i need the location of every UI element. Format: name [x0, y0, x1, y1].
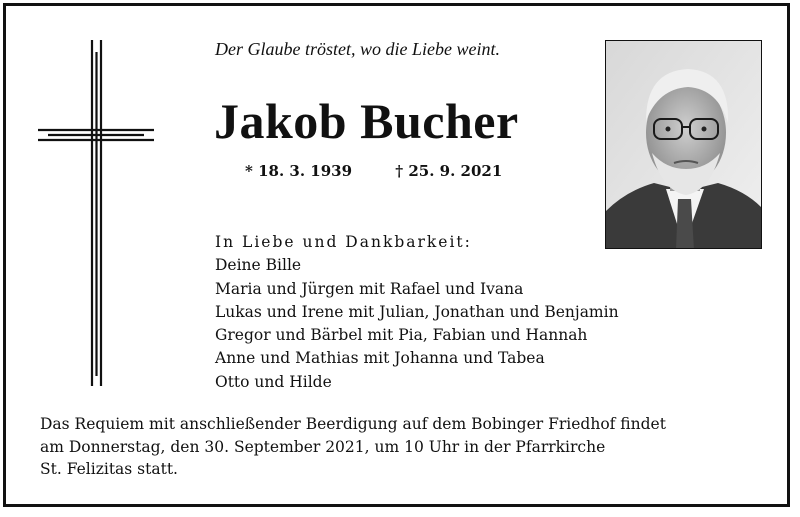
portrait-photo: [605, 40, 762, 249]
mourner-line: Gregor und Bärbel mit Pia, Fabian und Hannah: [215, 326, 588, 345]
mourner-line: Lukas und Irene mit Julian, Jonathan und Benjamin: [215, 302, 619, 321]
mourner-line: Deine Bille: [215, 256, 302, 275]
mourner-line: Anne und Mathias mit Johanna und Tabea: [215, 349, 545, 368]
mourners-list: [215, 231, 619, 394]
mourners-heading: In Liebe und Dankbarkeit:: [215, 233, 472, 251]
death-date: † 25. 9. 2021: [395, 162, 503, 180]
mourner-line: Otto und Hilde: [215, 372, 332, 391]
birth-date: * 18. 3. 1939: [245, 162, 353, 180]
service-notice-line: am Donnerstag, den 30. September 2021, um 10 Uhr in der Pfarrkirche: [40, 437, 606, 456]
service-notice: [40, 413, 780, 481]
service-notice-line: Das Requiem mit anschließender Beerdigung auf dem Bobinger Friedhof findet: [40, 415, 666, 433]
life-dates: [245, 162, 502, 180]
cross-icon: [38, 40, 154, 386]
deceased-name: Jakob Bucher: [214, 93, 519, 149]
mourner-line: Maria und Jürgen mit Rafael und Ivana: [215, 279, 524, 298]
portrait-photo-image: [606, 41, 762, 249]
motto-quote: Der Glaube tröstet, wo die Liebe weint.: [215, 39, 500, 59]
service-notice-line: St. Felizitas statt.: [40, 460, 178, 478]
